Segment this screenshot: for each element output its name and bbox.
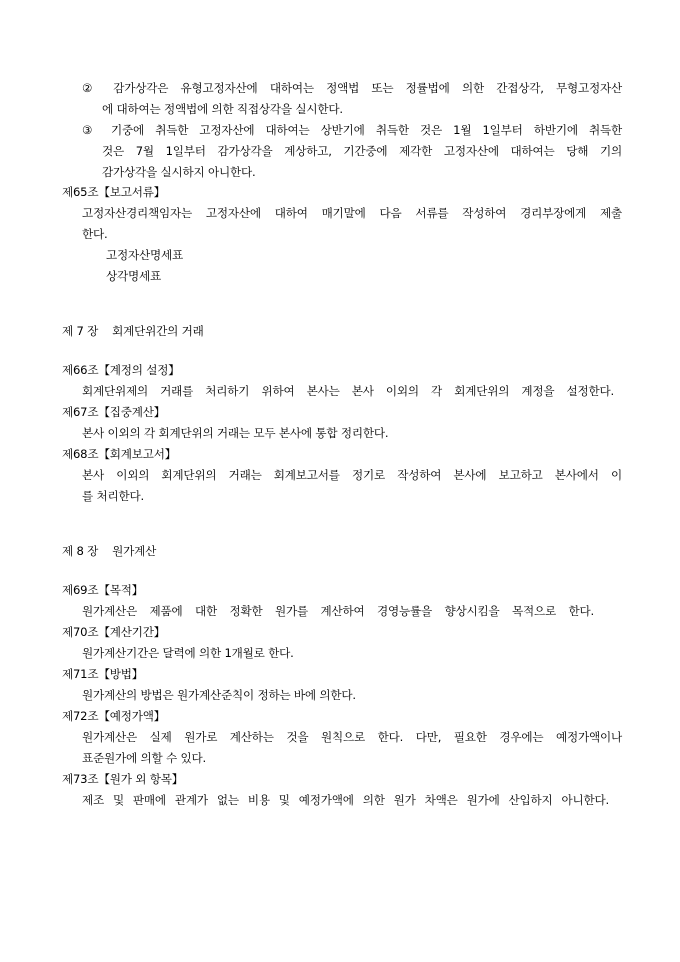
article-72-body-line-2: 표준원가에 의할 수 있다. (82, 751, 206, 765)
article-72-heading: 제72조【예정가액】 (62, 709, 166, 723)
item-3-line-2: 것은 7월 1일부터 감가상각을 계상하고, 기간중에 제각한 고정자산에 대하여는 당해 기의 (102, 144, 622, 158)
article-71-body-line-1: 원가계산의 방법은 원가계산준칙이 정하는 바에 의한다. (82, 688, 356, 702)
article-68-body-line-1: 본사 이외의 회계단위의 거래는 회계보고서를 정기로 작성하여 본사에 보고하고 본사에서 이 (82, 468, 622, 482)
article-69-heading: 제69조【목적】 (62, 583, 144, 597)
article-65-document-2: 상각명세표 (106, 269, 161, 283)
item-3-line-1: ③ 기중에 취득한 고정자산에 대하여는 상반기에 취득한 것은 1월 1일부터 하반기에 취득한 (82, 123, 622, 137)
article-67-body-line-1: 본사 이외의 각 회계단위의 거래는 모두 본사에 통합 정리한다. (82, 426, 389, 440)
article-65-body-line-2: 한다. (82, 227, 108, 241)
article-70-heading: 제70조【계산기간】 (62, 625, 166, 639)
article-65-heading: 제65조【보고서류】 (62, 185, 166, 199)
article-65-body-line-1: 고정자산경리책임자는 고정자산에 대하여 매기말에 다음 서류를 작성하여 경리부장에게 제출 (82, 206, 622, 220)
article-72-body-line-1: 원가계산은 실제 원가로 계산하는 것을 원칙으로 한다. 다만, 필요한 경우에는 예정가액이나 (82, 730, 622, 744)
article-68-heading: 제68조【회계보고서】 (62, 447, 177, 461)
item-3-line-3: 감가상각을 실시하지 아니한다. (102, 165, 256, 179)
chapter-7-title: 제 7 장 회계단위간의 거래 (62, 324, 204, 338)
item-2-line-2: 에 대하여는 정액법에 의한 직접상각을 실시한다. (102, 102, 343, 116)
article-66-body-line-1: 회계단위제의 거래를 처리하기 위하여 본사는 본사 이외의 각 회계단위의 계정을 설정한다. (82, 384, 614, 398)
article-73-heading: 제73조【원가 외 항목】 (62, 772, 184, 786)
article-67-heading: 제67조【집중계산】 (62, 405, 166, 419)
article-73-body-line-1: 제조 및 판매에 관계가 없는 비용 및 예정가액에 의한 원가 차액은 원가에 산입하지 아니한다. (82, 793, 609, 807)
article-68-body-line-2: 를 처리한다. (82, 489, 144, 503)
article-69-body-line-1: 원가계산은 제품에 대한 정확한 원가를 계산하여 경영능률을 향상시킴을 목적으로 한다. (82, 604, 594, 618)
chapter-8-title: 제 8 장 원가계산 (62, 544, 157, 558)
article-66-heading: 제66조【계정의 설정】 (62, 363, 180, 377)
article-65-document-1: 고정자산명세표 (106, 248, 183, 262)
article-71-heading: 제71조【방법】 (62, 667, 144, 681)
article-70-body-line-1: 원가계산기간은 달력에 의한 1개월로 한다. (82, 646, 294, 660)
item-2-line-1: ② 감가상각은 유형고정자산에 대하여는 정액법 또는 정률법에 의한 간접상각, 무형고정자산 (82, 81, 622, 95)
